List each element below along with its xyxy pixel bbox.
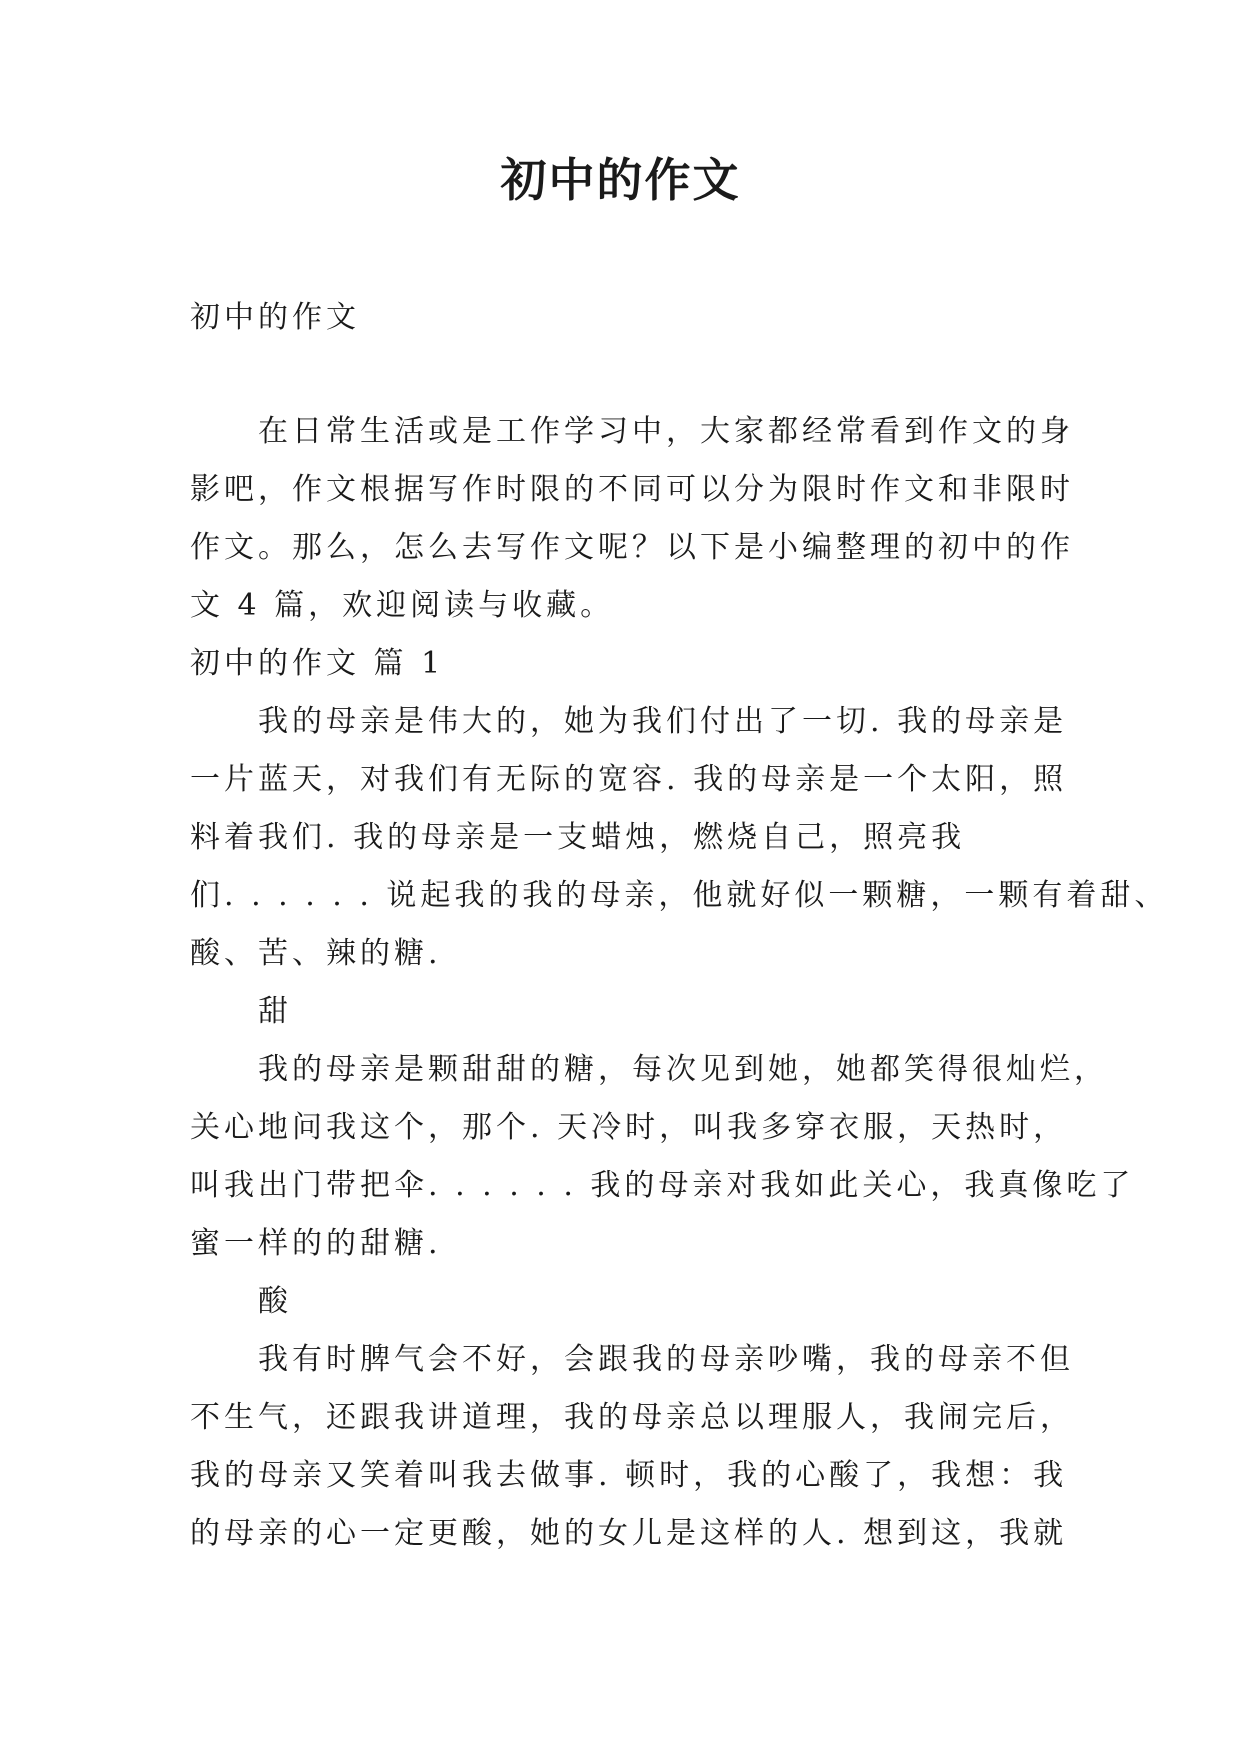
paragraph-line: 我的母亲是伟大的，她为我们付出了一切. 我的母亲是 xyxy=(258,704,1068,739)
subsection-heading: 甜 xyxy=(258,994,292,1029)
paragraph-line: 蜜一样的的甜糖. xyxy=(190,1226,442,1261)
paragraph-line: 叫我出门带把伞. . . . . . 我的母亲对我如此关心，我真像吃了 xyxy=(190,1168,1135,1203)
paragraph-line: 在日常生活或是工作学习中，大家都经常看到作文的身 xyxy=(258,414,1074,449)
document-title: 初中的作文 xyxy=(500,153,741,207)
paragraph-line: 我的母亲是颗甜甜的糖，每次见到她，她都笑得很灿烂， xyxy=(258,1052,1108,1087)
paragraph-line: 影吧，作文根据写作时限的不同可以分为限时作文和非限时 xyxy=(190,472,1074,507)
paragraph-line: 文 4 篇，欢迎阅读与收藏。 xyxy=(190,588,615,623)
paragraph-line: 我有时脾气会不好，会跟我的母亲吵嘴，我的母亲不但 xyxy=(258,1342,1074,1377)
paragraph-line: 不生气，还跟我讲道理，我的母亲总以理服人，我闹完后， xyxy=(190,1400,1074,1435)
section-heading: 初中的作文 篇 1 xyxy=(190,646,445,681)
paragraph-line: 料着我们. 我的母亲是一支蜡烛，燃烧自己，照亮我 xyxy=(190,820,966,855)
paragraph-line: 酸、苦、辣的糖. xyxy=(190,936,442,971)
paragraph-line: 们. . . . . . 说起我的我的母亲，他就好似一颗糖，一颗有着甜、 xyxy=(190,878,1169,913)
document-subtitle: 初中的作文 xyxy=(190,300,360,335)
paragraph-line: 我的母亲又笑着叫我去做事. 顿时，我的心酸了，我想：我 xyxy=(190,1458,1068,1493)
paragraph-line: 的母亲的心一定更酸，她的女儿是这样的人. 想到这，我就 xyxy=(190,1516,1068,1551)
paragraph-line: 关心地问我这个，那个. 天冷时，叫我多穿衣服，天热时， xyxy=(190,1110,1068,1145)
paragraph-line: 作文。那么，怎么去写作文呢？以下是小编整理的初中的作 xyxy=(190,530,1074,565)
subsection-heading: 酸 xyxy=(258,1284,292,1319)
paragraph-line: 一片蓝天，对我们有无际的宽容. 我的母亲是一个太阳，照 xyxy=(190,762,1068,797)
